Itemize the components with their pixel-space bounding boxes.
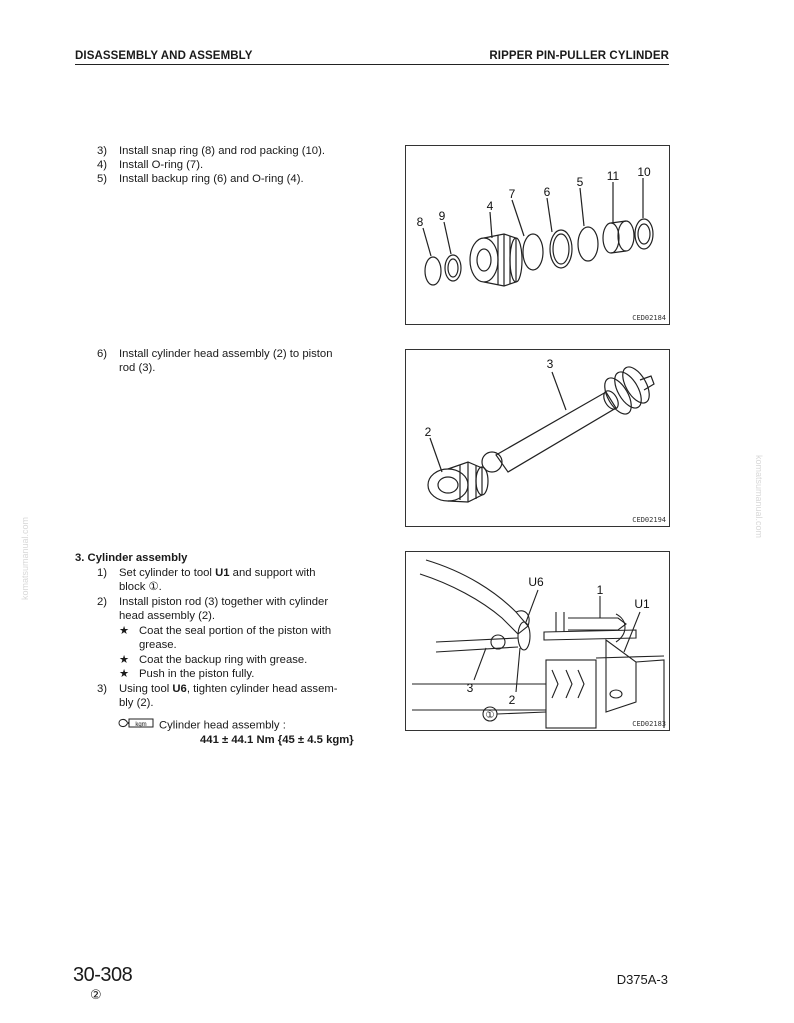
figure-seal-parts xyxy=(405,145,670,325)
callout: 10 xyxy=(637,165,651,179)
model-number: D375A-3 xyxy=(616,972,668,987)
torque-spec: kgm Cylinder head assembly : xyxy=(117,717,286,734)
header-rule xyxy=(75,64,669,65)
piston-rod-drawing xyxy=(406,350,669,526)
figure-code: CED02184 xyxy=(632,314,666,322)
callout: 3 xyxy=(546,357,554,371)
callout: 3 xyxy=(466,681,474,695)
figure-cylinder-assembly xyxy=(405,551,670,731)
callout: 1 xyxy=(596,583,604,597)
callout: 2 xyxy=(424,425,432,439)
callout: U1 xyxy=(634,597,650,611)
star-icon: ★ xyxy=(119,668,130,680)
figure-code: CED02183 xyxy=(632,720,666,728)
step-item: 3) Install snap ring (8) and rod packing (10). xyxy=(97,145,325,157)
cylinder-assembly-drawing xyxy=(406,552,669,730)
figure-piston-rod xyxy=(405,349,670,527)
side-watermark-right: komatsumanual.com xyxy=(754,455,764,539)
torque-value: 441 ± 44.1 Nm {45 ± 4.5 kgm} xyxy=(200,734,354,746)
callout: 5 xyxy=(576,175,584,189)
header-section-title: DISASSEMBLY AND ASSEMBLY xyxy=(75,50,253,62)
callout: 8 xyxy=(416,215,424,229)
figure-code: CED02194 xyxy=(632,516,666,524)
note-item: ★ Push in the piston fully. xyxy=(119,668,255,680)
callout: 2 xyxy=(508,693,516,707)
star-icon: ★ xyxy=(119,625,130,637)
svg-text:kgm: kgm xyxy=(135,722,147,728)
note-item: ★ Coat the backup ring with grease. xyxy=(119,654,308,666)
torque-wrench-icon xyxy=(117,717,155,734)
header-component-title: RIPPER PIN-PULLER CYLINDER xyxy=(489,50,669,62)
callout: 11 xyxy=(606,169,620,183)
seal-parts-drawing xyxy=(406,146,669,324)
callout: 7 xyxy=(508,187,516,201)
callout: 6 xyxy=(543,185,551,199)
star-icon: ★ xyxy=(119,654,130,666)
callout-block-1: ① xyxy=(485,710,495,721)
step-item: 5) Install backup ring (6) and O-ring (4). xyxy=(97,173,304,185)
note-item: ★ Coat the seal portion of the piston with xyxy=(119,625,332,637)
side-watermark-left: komatsumanual.com xyxy=(20,516,30,600)
page-number: 30-308 xyxy=(73,964,133,986)
callout: U6 xyxy=(528,575,544,589)
step-item: 4) Install O-ring (7). xyxy=(97,159,204,171)
section-heading: 3. Cylinder assembly xyxy=(75,552,188,564)
revision-mark: ② xyxy=(90,987,102,1002)
callout: 9 xyxy=(438,209,446,223)
callout: 4 xyxy=(486,199,494,213)
